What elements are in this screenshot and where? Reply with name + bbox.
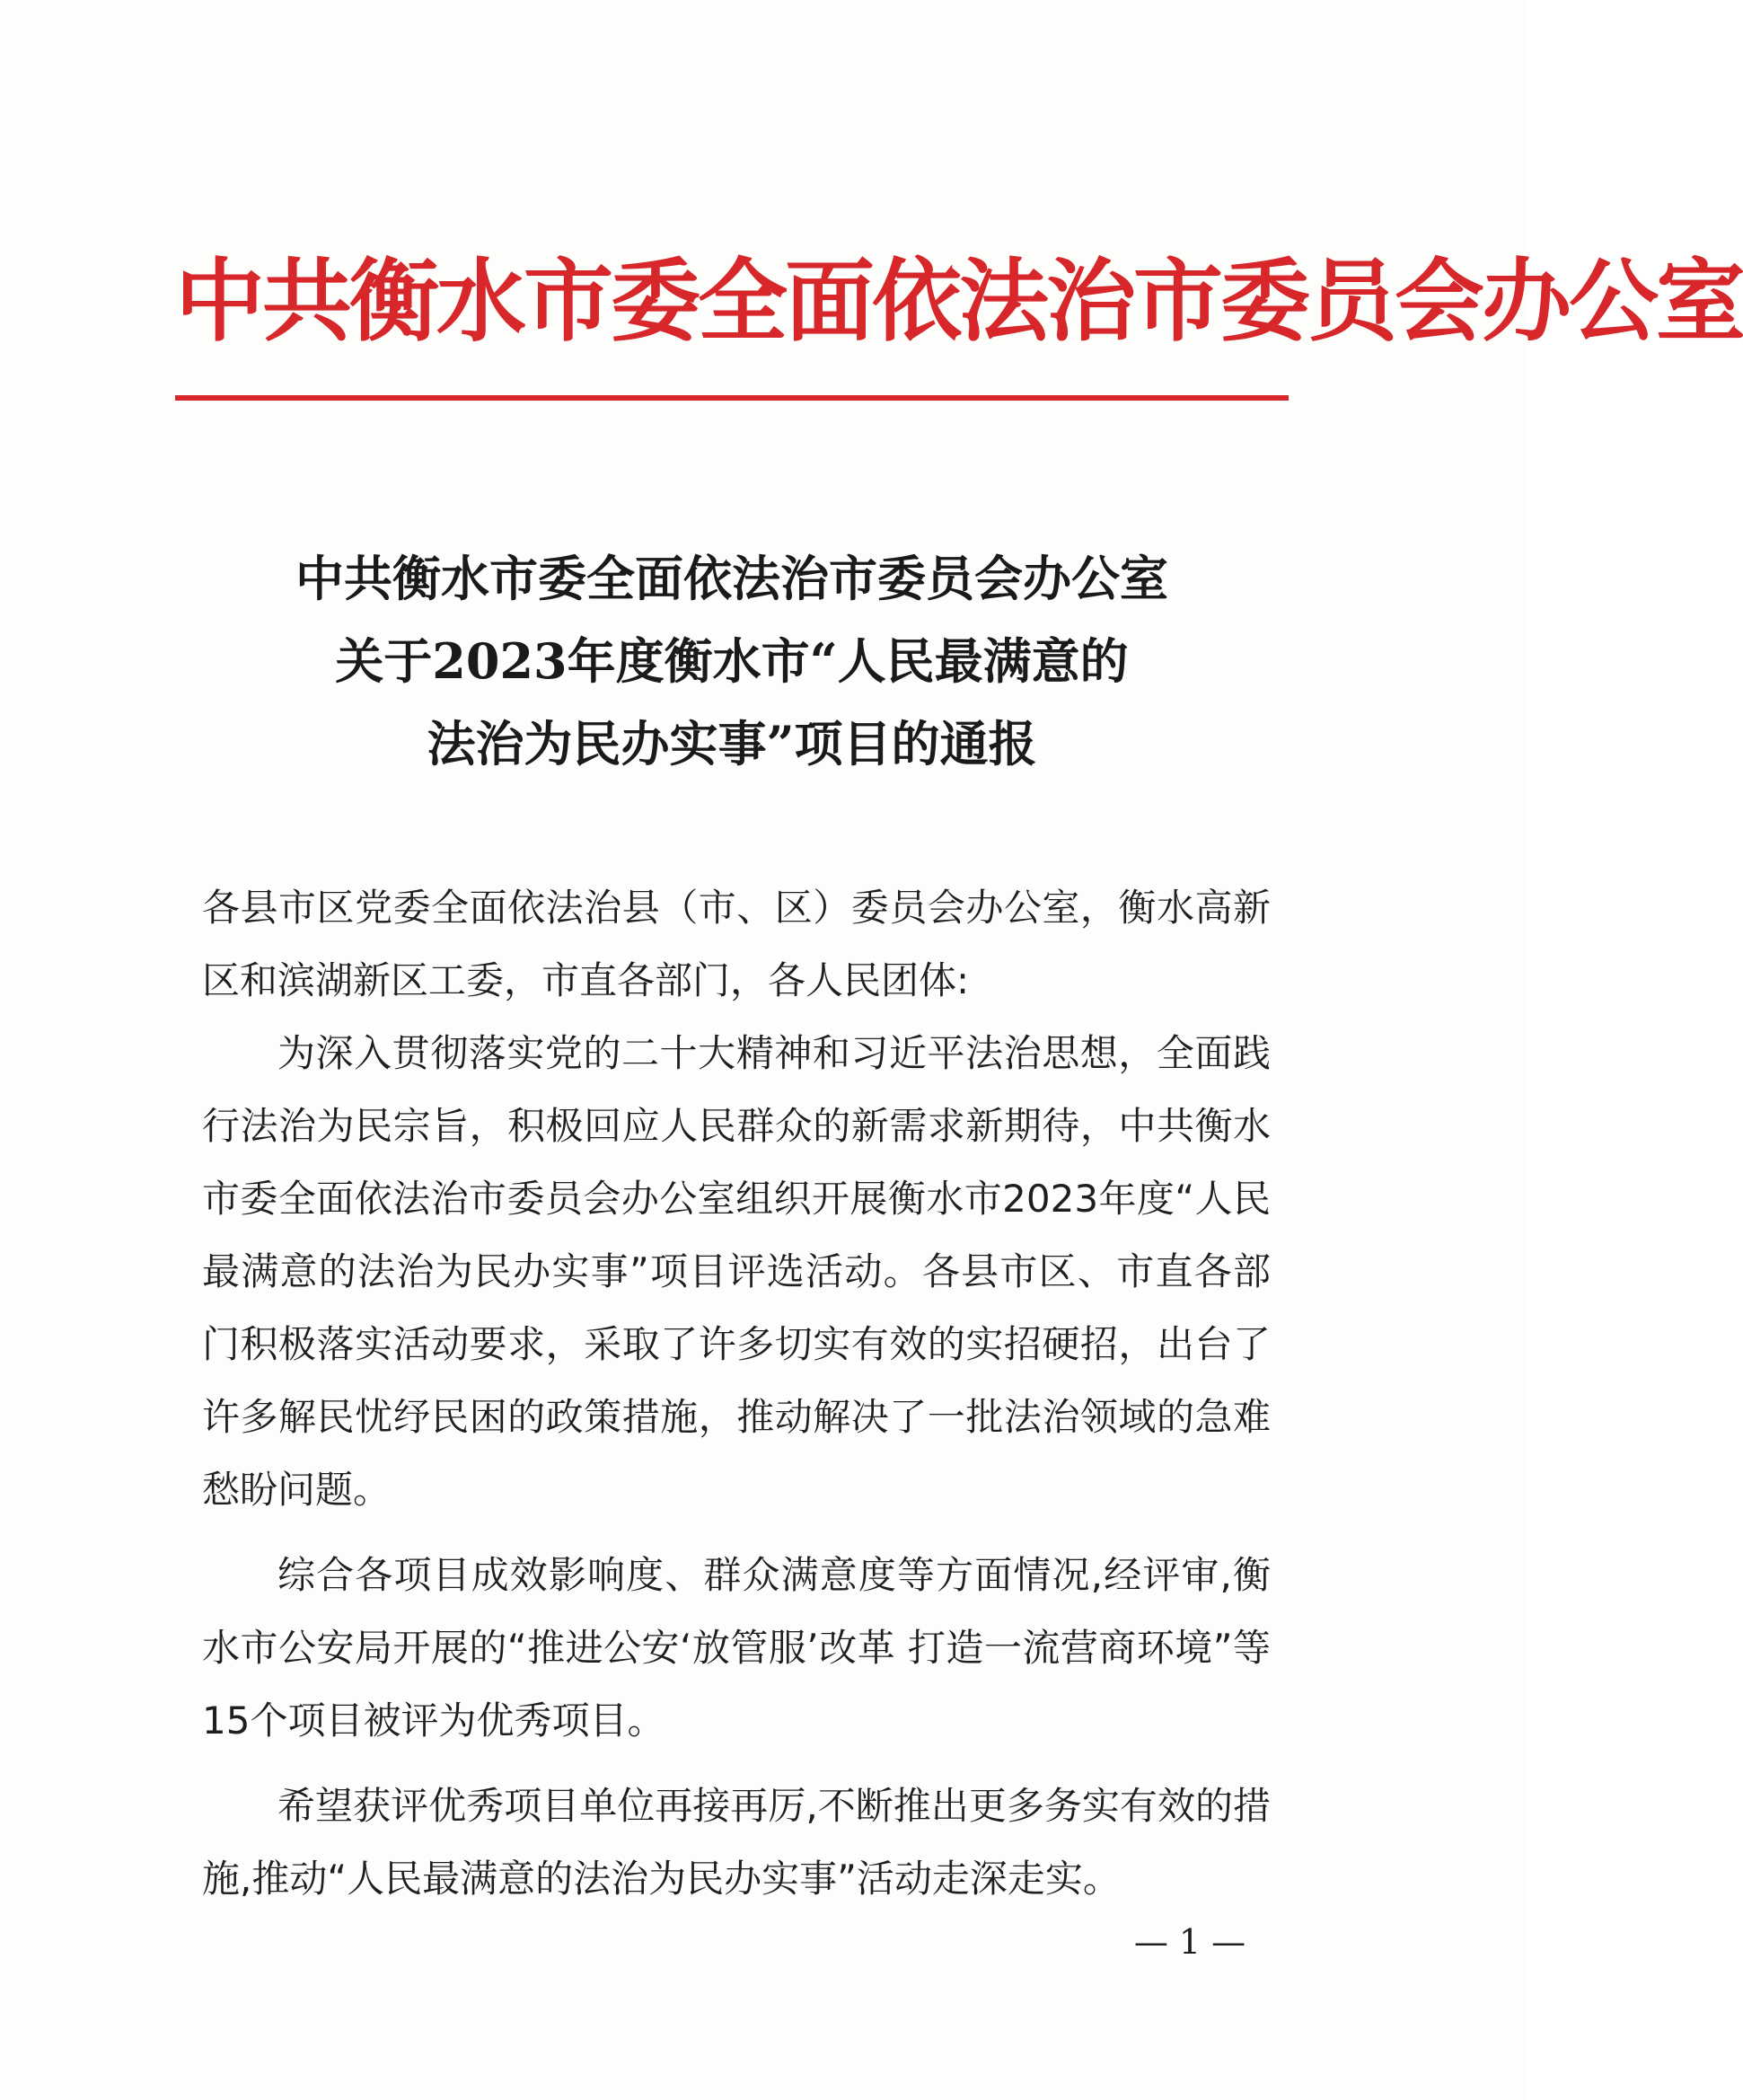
document-title-line-2: 关于2023年度衡水市“人民最满意的 bbox=[335, 632, 1129, 690]
document-title bbox=[180, 537, 1284, 785]
paragraph-closing: 希望获评优秀项目单位再接再厉,不断推出更多务实有效的措施,推动“人民最满意的法治为民办实事”活动走深走实。 bbox=[202, 1784, 1271, 1901]
salutation: 各县市区党委全面依法治县（市、区）委员会办公室，衡水高新区和滨湖新区工委，市直各部门，各人民团体: bbox=[202, 886, 1271, 1002]
paragraph-results: 综合各项目成效影响度、群众满意度等方面情况,经评审,衡水市公安局开展的“推进公安‘放管服’改革 打造一流营商环境”等15个项目被评为优秀项目。 bbox=[202, 1553, 1271, 1743]
red-header-rule bbox=[175, 395, 1289, 401]
page-number: — 1 — bbox=[1133, 1922, 1246, 1962]
red-header-organization: 中共衡水市委全面依法治市委员会办公室 bbox=[175, 248, 1743, 354]
document-title-line-1: 中共衡水市委全面依法治市委员会办公室 bbox=[295, 550, 1168, 607]
document-title-line-3: 法治为民办实事”项目的通报 bbox=[427, 715, 1037, 772]
document-body bbox=[202, 871, 1271, 1915]
paragraph-background: 为深入贯彻落实党的二十大精神和习近平法治思想，全面践行法治为民宗旨，积极回应人民群众的新需求新期待，中共衡水市委全面依法治市委员会办公室组织开展衡水市2023年度“人民最满意的法治为民办实事”项目评选活动。各县市区、市直各部门积极落实活动要求，采取了许多切实有效的实招硬招，出台了许多解民忧纾民困的政策措施，推动解决了一批法治领域的急难愁盼问题。 bbox=[202, 1031, 1271, 1512]
